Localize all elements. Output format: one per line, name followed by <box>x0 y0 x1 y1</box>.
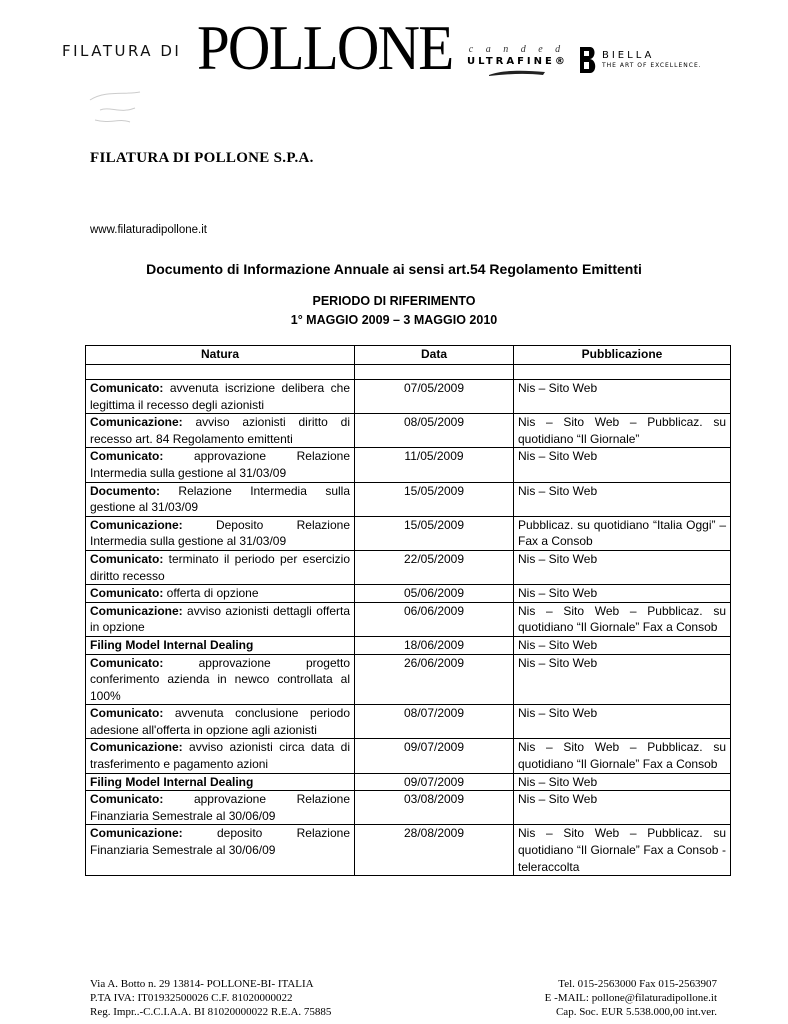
natura-description: avviso azionisti circa data di trasferimento e pagamento azioni <box>90 740 350 772</box>
table-row <box>86 585 731 603</box>
publication-cell: Nis – Sito Web <box>514 791 731 825</box>
date-cell: 28/08/2009 <box>355 825 514 876</box>
table-row <box>86 602 731 636</box>
footer-capital-line: Cap. Soc. EUR 5.538.000,00 int.ver. <box>555 1006 717 1018</box>
natura-cell <box>86 654 355 705</box>
watermark-smudge-icon <box>80 80 170 130</box>
natura-type-label: Comunicazione: <box>90 415 183 430</box>
publications-table <box>85 345 731 876</box>
table-row <box>86 448 731 482</box>
period-label: PERIODO DI RIFERIMENTO <box>312 294 476 308</box>
table-row <box>86 773 731 791</box>
table-row <box>86 825 731 876</box>
natura-description: avviso azionisti dettagli offerta in opzione <box>90 603 350 635</box>
natura-description: Relazione Intermedia sulla gestione al 31/03/09 <box>90 483 350 515</box>
natura-description: avviso azionisti diritto di recesso art. 84 Regolamento emittenti <box>90 415 350 446</box>
footer-registry-line: Reg. Impr..-C.C.I.A.A. BI 81020000022 R.E.A. 75885 <box>90 1006 332 1018</box>
natura-cell <box>86 705 355 739</box>
logo-pollone: POLLONE <box>197 12 453 83</box>
date-cell: 09/07/2009 <box>355 739 514 773</box>
spacer-cell <box>86 365 355 380</box>
natura-type-label: Comunicazione: <box>90 517 183 532</box>
publication-cell: Nis – Sito Web <box>514 636 731 654</box>
natura-cell <box>86 448 355 482</box>
natura-cell <box>86 482 355 516</box>
date-cell: 08/07/2009 <box>355 705 514 739</box>
publication-cell: Nis – Sito Web – Pubblicaz. su quotidiano “Il Giornale” Fax a Consob - teleraccolta <box>514 825 731 876</box>
natura-type-label: Filing Model Internal Dealing <box>90 637 254 652</box>
publication-cell: Nis – Sito Web – Pubblicaz. su quotidiano “Il Giornale” <box>514 414 731 448</box>
footer-address <box>90 977 331 1019</box>
publication-cell: Nis – Sito Web <box>514 448 731 482</box>
publication-cell: Nis – Sito Web <box>514 773 731 791</box>
natura-description: deposito Relazione Finanziaria Semestrale al 30/06/09 <box>90 826 350 858</box>
date-cell: 08/05/2009 <box>355 414 514 448</box>
natura-description: avvenuta iscrizione delibera che legittima il recesso degli azionisti <box>90 381 350 412</box>
natura-type-label: Documento: <box>90 483 160 498</box>
period-range: 1° MAGGIO 2009 – 3 MAGGIO 2010 <box>290 313 498 327</box>
biella-mark-icon <box>578 45 598 75</box>
logo-filatura-di: FILATURA DI <box>62 42 182 60</box>
column-header-data: Data <box>355 346 514 365</box>
date-cell: 26/06/2009 <box>355 654 514 705</box>
footer-address-line: Via A. Botto n. 29 13814- POLLONE-BI- ITALIA <box>90 978 314 990</box>
ultrafine-top-text: c a n d e d <box>468 44 566 55</box>
natura-cell <box>86 773 355 791</box>
date-cell: 22/05/2009 <box>355 550 514 584</box>
biella-word: BIELLA <box>602 50 655 61</box>
table-row <box>86 791 731 825</box>
logo-biella <box>602 50 702 69</box>
natura-cell <box>86 636 355 654</box>
logo-ultrafine <box>467 44 567 77</box>
publication-cell: Nis – Sito Web <box>514 654 731 705</box>
table-row <box>86 705 731 739</box>
footer-vat-line: P.TA IVA: IT01932500026 C.F. 81020000022 <box>90 992 293 1004</box>
natura-type-label: Comunicato: <box>90 381 164 395</box>
ultrafine-swoosh-icon <box>487 69 547 77</box>
date-cell: 11/05/2009 <box>355 448 514 482</box>
natura-cell <box>86 825 355 876</box>
company-name: FILATURA DI POLLONE S.P.A. <box>90 150 314 166</box>
natura-cell <box>86 550 355 584</box>
natura-type-label: Comunicato: <box>90 551 164 566</box>
natura-type-label: Comunicato: <box>90 792 164 807</box>
date-cell: 15/05/2009 <box>355 482 514 516</box>
table-row <box>86 550 731 584</box>
natura-cell <box>86 602 355 636</box>
publication-cell: Nis – Sito Web – Pubblicaz. su quotidiano “Il Giornale” Fax a Consob <box>514 739 731 773</box>
table-row <box>86 739 731 773</box>
natura-description: terminato il periodo per esercizio diritto recesso <box>90 551 350 583</box>
footer-contacts <box>545 977 717 1019</box>
date-cell: 09/07/2009 <box>355 773 514 791</box>
table-row <box>86 414 731 448</box>
natura-type-label: Comunicazione: <box>90 826 183 841</box>
date-cell: 18/06/2009 <box>355 636 514 654</box>
website-link[interactable]: www.filaturadipollone.it <box>90 224 207 236</box>
natura-type-label: Comunicato: <box>90 706 164 721</box>
natura-cell <box>86 739 355 773</box>
footer-email-line[interactable]: E -MAIL: pollone@filaturadipollone.it <box>544 992 717 1004</box>
date-cell: 06/06/2009 <box>355 602 514 636</box>
natura-type-label: Comunicato: <box>90 655 164 670</box>
publication-cell: Nis – Sito Web – Pubblicaz. su quotidiano “Il Giornale” Fax a Consob <box>514 602 731 636</box>
table-row <box>86 654 731 705</box>
natura-description: approvazione progetto conferimento azienda in newco controllata al 100% <box>90 655 350 703</box>
table-spacer-row <box>86 365 731 380</box>
natura-type-label: Comunicato: <box>90 586 164 601</box>
publication-cell: Nis – Sito Web <box>514 482 731 516</box>
natura-type-label: Comunicazione: <box>90 603 183 618</box>
table-header-row <box>86 346 731 365</box>
date-cell: 07/05/2009 <box>355 380 514 414</box>
column-header-natura: Natura <box>86 346 355 365</box>
biella-tagline: THE ART OF EXCELLENCE. <box>602 62 702 69</box>
publication-cell: Nis – Sito Web <box>514 380 731 414</box>
table-row <box>86 516 731 550</box>
natura-cell <box>86 380 355 414</box>
table-row <box>86 636 731 654</box>
publication-cell: Pubblicaz. su quotidiano “Italia Oggi” – Fax a Consob <box>514 516 731 550</box>
footer-phone-line: Tel. 015-2563000 Fax 015-2563907 <box>558 978 717 990</box>
natura-description: Deposito Relazione Intermedia sulla gestione al 31/03/09 <box>90 517 350 549</box>
natura-description: approvazione Relazione Intermedia sulla gestione al 31/03/09 <box>90 449 350 480</box>
spacer-cell <box>514 365 731 380</box>
natura-type-label: Filing Model Internal Dealing <box>90 774 254 789</box>
natura-cell <box>86 516 355 550</box>
natura-cell <box>86 791 355 825</box>
table-row <box>86 482 731 516</box>
natura-description: offerta di opzione <box>163 586 259 601</box>
natura-cell <box>86 585 355 603</box>
document-title: Documento di Informazione Annuale ai sensi art.54 Regolamento Emittenti <box>146 261 642 277</box>
natura-cell <box>86 414 355 448</box>
date-cell: 05/06/2009 <box>355 585 514 603</box>
publication-cell: Nis – Sito Web <box>514 705 731 739</box>
natura-type-label: Comunicazione: <box>90 740 183 755</box>
date-cell: 03/08/2009 <box>355 791 514 825</box>
natura-type-label: Comunicato: <box>90 449 164 464</box>
natura-description: approvazione Relazione Finanziaria Semestrale al 30/06/09 <box>90 792 350 823</box>
publication-cell: Nis – Sito Web <box>514 550 731 584</box>
ultrafine-main-text: ULTRAFINE® <box>467 56 568 67</box>
date-cell: 15/05/2009 <box>355 516 514 550</box>
publication-cell: Nis – Sito Web <box>514 585 731 603</box>
column-header-pubblicazione: Pubblicazione <box>514 346 731 365</box>
table-row <box>86 380 731 414</box>
natura-description: avvenuta conclusione periodo adesione all'offerta in opzione agli azionisti <box>90 706 350 737</box>
spacer-cell <box>355 365 514 380</box>
